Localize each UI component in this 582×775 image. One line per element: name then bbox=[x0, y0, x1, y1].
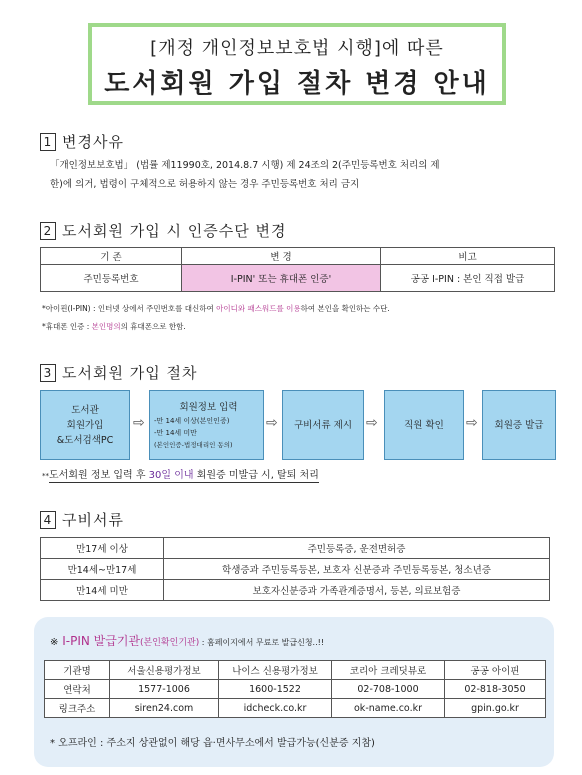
arrow-right-icon: ⇨ bbox=[366, 415, 378, 431]
page-title: 도서회원 가입 절차 변경 안내 bbox=[104, 69, 490, 99]
section3-number: 3 bbox=[40, 364, 56, 382]
arrow-right-icon: ⇨ bbox=[466, 415, 478, 431]
auth-change-table bbox=[40, 247, 555, 292]
arrow-right-icon: ⇨ bbox=[133, 415, 145, 431]
doc-list: 주민등록증, 운전면허증 bbox=[164, 538, 550, 559]
ipin-header-cell: 기관명 bbox=[45, 661, 110, 680]
doc-age: 만14세~만17세 bbox=[41, 559, 164, 580]
procedure-note bbox=[42, 466, 319, 481]
note2-suffix: 의 휴대폰으로 한함. bbox=[120, 322, 186, 331]
ipin-contact-cell: 02-818-3050 bbox=[445, 680, 546, 699]
note1-prefix: *아이핀(I-PIN) : 인터넷 상에서 주민번호를 대신하여 bbox=[42, 304, 217, 313]
section3-heading bbox=[40, 362, 197, 383]
note-highlight: 30일 이내 bbox=[148, 470, 194, 481]
ipin-contact-cell: 02-708-1000 bbox=[332, 680, 445, 699]
ipin-agency-table bbox=[44, 660, 546, 718]
step3-label: 구비서류 제시 bbox=[293, 419, 353, 431]
auth-header-new: 변 경 bbox=[182, 248, 381, 265]
note2-highlight: 본인명의 bbox=[91, 322, 121, 331]
note-before: 도서회원 정보 입력 후 bbox=[49, 470, 149, 481]
section2-number: 2 bbox=[40, 222, 56, 240]
step1-line3: &도서검색PC bbox=[56, 434, 114, 446]
doc-age: 만17세 이상 bbox=[41, 538, 164, 559]
note1-suffix: 하여 본인을 확인하는 수단. bbox=[300, 304, 390, 313]
ipin-title-suffix: (본인확인기관) bbox=[140, 638, 200, 648]
ipin-link-cell: idcheck.co.kr bbox=[219, 699, 332, 718]
auth-cell-old: 주민등록번호 bbox=[41, 265, 182, 292]
section1-text-line1: 「개인정보보호법」 (법률 제11990호, 2014.8.7 시행) 제 24조의 2(주민등록번호 처리의 제 bbox=[50, 160, 440, 171]
step4-label: 직원 확인 bbox=[404, 419, 444, 431]
ipin-definition-note bbox=[42, 303, 390, 314]
note-prefix: ** bbox=[42, 472, 49, 480]
doc-age: 만14세 미만 bbox=[41, 580, 164, 601]
ipin-contact-cell: 1577-1006 bbox=[110, 680, 219, 699]
doc-list: 학생증과 주민등록등본, 보호자 신분증과 주민등록등본, 청소년증 bbox=[164, 559, 550, 580]
auth-cell-new: I-PIN' 또는 휴대폰 인증' bbox=[182, 265, 381, 292]
step5-label: 회원증 발급 bbox=[494, 419, 544, 431]
auth-header-old: 기 존 bbox=[41, 248, 182, 265]
section1-title: 변경사유 bbox=[62, 133, 124, 151]
note1-highlight: 아이디와 패스워드를 이용 bbox=[216, 304, 301, 313]
step1-line2: 회원가입 bbox=[66, 419, 104, 431]
section1-heading bbox=[40, 131, 124, 152]
step2-title: 회원정보 입력 bbox=[179, 401, 238, 413]
ipin-header-cell: 공공 아이핀 bbox=[445, 661, 546, 680]
ipin-subtitle: : 홈페이지에서 무료로 발급신청..!! bbox=[199, 638, 325, 647]
step-card-issue bbox=[482, 390, 556, 460]
auth-header-note: 비고 bbox=[381, 248, 555, 265]
section4-heading bbox=[40, 509, 124, 530]
section4-title: 구비서류 bbox=[62, 511, 124, 529]
section3-title: 도서회원 가입 절차 bbox=[62, 364, 198, 382]
note-after: 회원증 미발급 시, 탈퇴 처리 bbox=[193, 470, 319, 481]
ipin-link-cell: ok-name.co.kr bbox=[332, 699, 445, 718]
ipin-link-cell: gpin.go.kr bbox=[445, 699, 546, 718]
ipin-header-cell: 나이스 신용평가정보 bbox=[219, 661, 332, 680]
reference-mark-icon: ※ bbox=[50, 637, 59, 648]
ipin-link-cell: 링크주소 bbox=[45, 699, 110, 718]
arrow-right-icon: ⇨ bbox=[266, 415, 278, 431]
ipin-link-cell: siren24.com bbox=[110, 699, 219, 718]
section1-text-line2: 한)에 의거, 법령이 구체적으로 허용하지 않는 경우 주민등록번호 처리 금지 bbox=[50, 179, 360, 190]
step2-line3: (본인인증-법정대리인 동의) bbox=[154, 440, 233, 449]
ipin-contact-cell: 연락처 bbox=[45, 680, 110, 699]
step-library-signup bbox=[40, 390, 130, 460]
step2-line2: -만 14세 미만 bbox=[154, 428, 197, 437]
section2-heading bbox=[40, 220, 286, 241]
title-box bbox=[88, 23, 506, 105]
ipin-contact-cell: 1600-1522 bbox=[219, 680, 332, 699]
ipin-header-cell: 코리아 크레딧뷰로 bbox=[332, 661, 445, 680]
section2-title: 도서회원 가입 시 인증수단 변경 bbox=[62, 222, 287, 240]
ipin-title: I-PIN 발급기관 bbox=[62, 634, 141, 648]
step-staff-check bbox=[384, 390, 464, 460]
note2-prefix: *휴대폰 인증 : bbox=[42, 322, 92, 331]
step2-line1: -만 14세 이상(본인인증) bbox=[154, 416, 230, 425]
offline-note: * 오프라인 : 주소지 상관없이 해당 읍·면사무소에서 발급가능(신분증 지참) bbox=[50, 738, 375, 749]
section1-number: 1 bbox=[40, 133, 56, 151]
doc-list: 보호자신분증과 가족관계증명서, 등본, 의료보험증 bbox=[164, 580, 550, 601]
auth-cell-note: 공공 I-PIN : 본인 직접 발급 bbox=[381, 265, 555, 292]
phone-auth-note bbox=[42, 321, 186, 332]
step1-line1: 도서관 bbox=[71, 404, 99, 416]
ipin-header-cell: 서울신용평가정보 bbox=[110, 661, 219, 680]
step-member-info bbox=[149, 390, 264, 460]
step-documents bbox=[282, 390, 364, 460]
documents-table bbox=[40, 537, 550, 601]
section4-number: 4 bbox=[40, 511, 56, 529]
title-line1: [개정 개인정보보호법 시행]에 따른 bbox=[150, 38, 444, 59]
ipin-heading bbox=[50, 632, 324, 649]
